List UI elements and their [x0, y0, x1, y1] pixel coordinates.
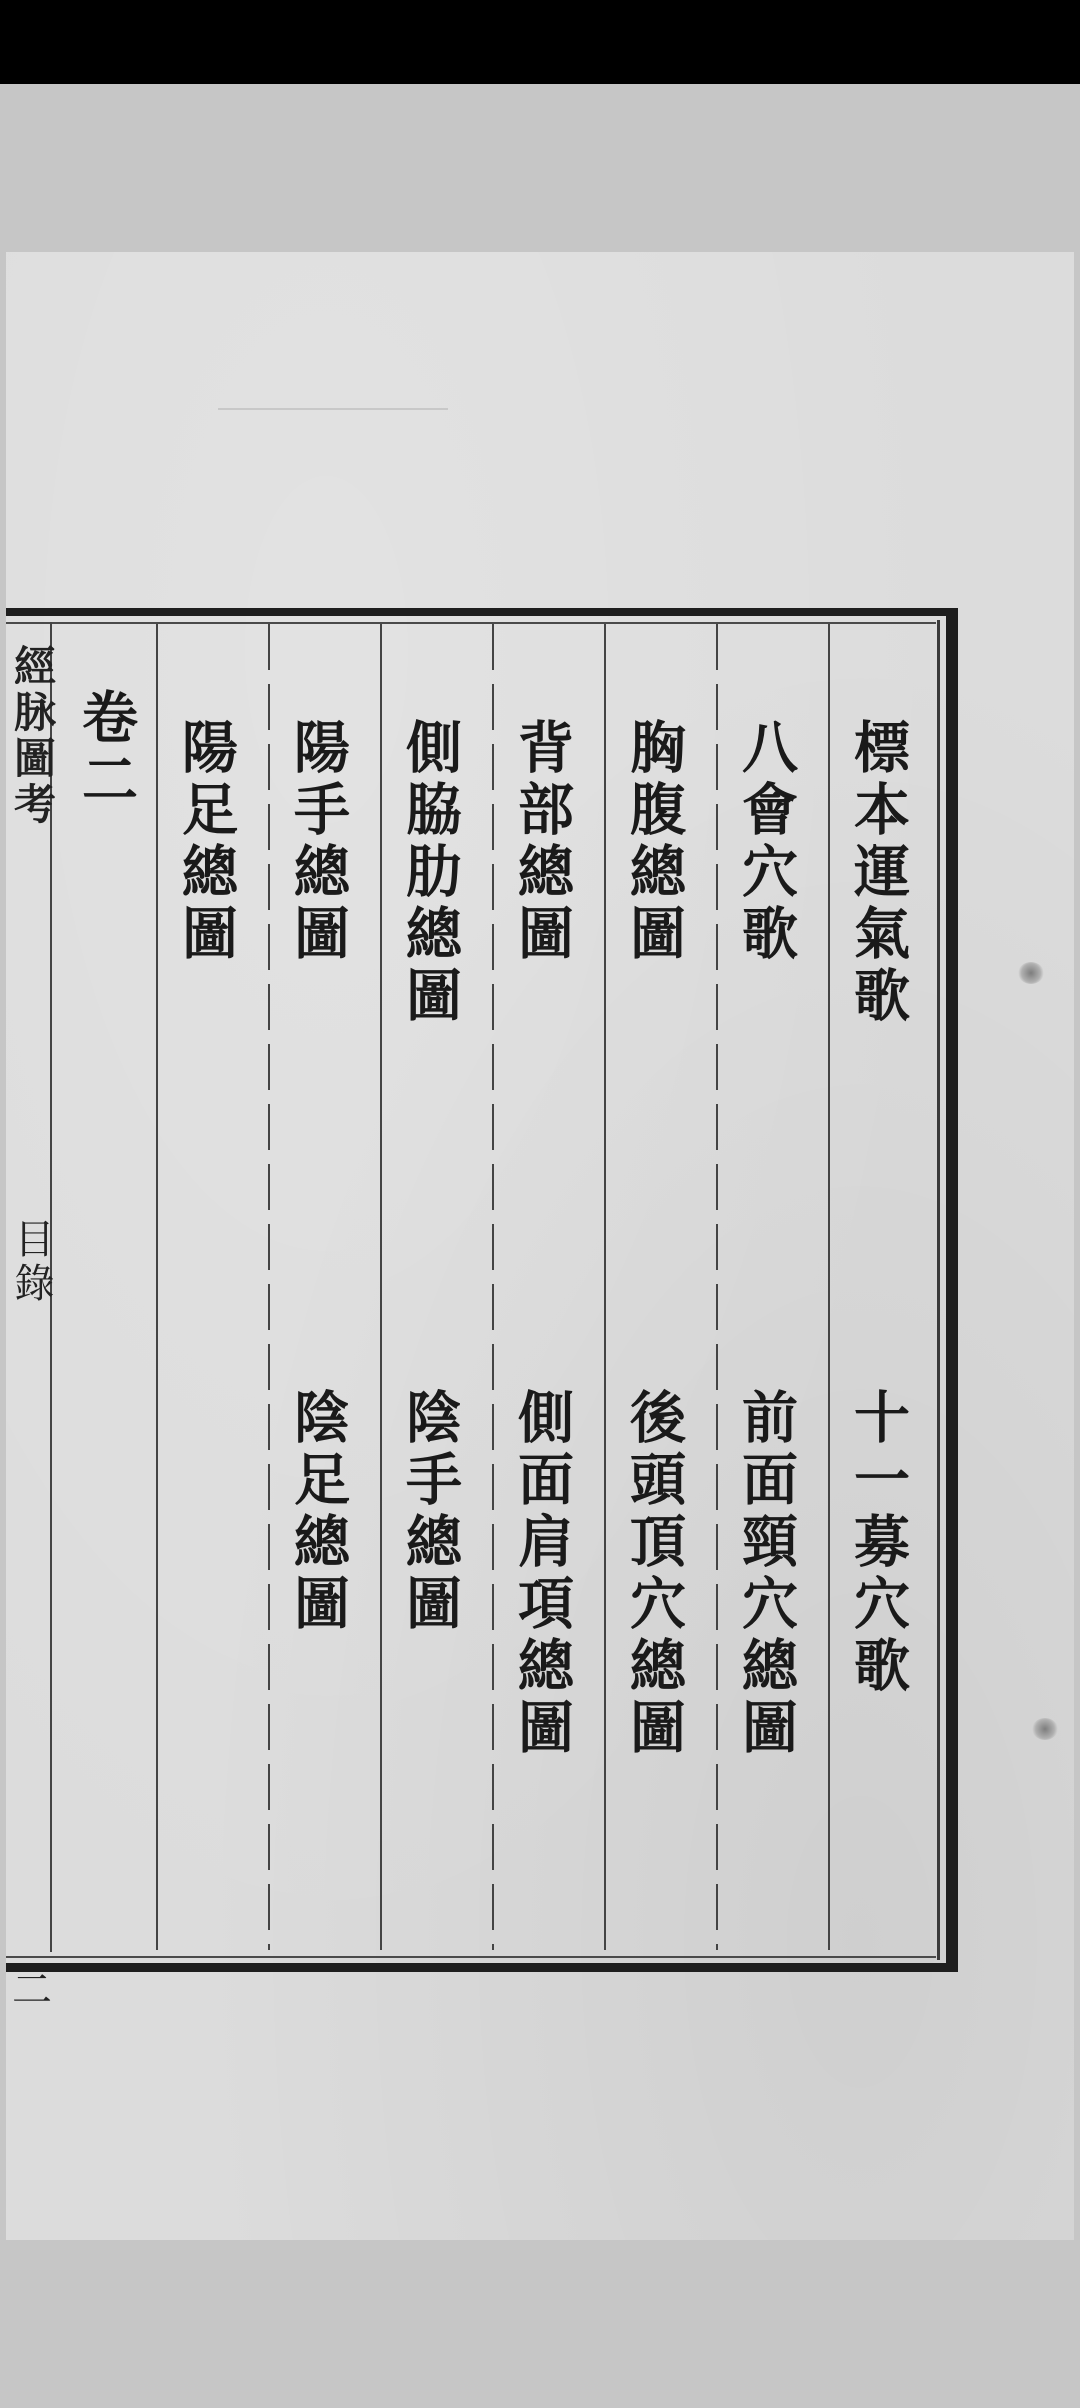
folio-strip	[6, 608, 57, 2013]
top-bar	[0, 0, 1080, 84]
toc-entry-5-bottom: 陰手總圖	[397, 1388, 463, 1636]
book-page	[6, 252, 1074, 2240]
toc-entry-7-top: 陽足總圖	[173, 718, 239, 966]
frame-right-inner-border	[937, 620, 940, 1960]
toc-entry-5-top: 側脇肋總圖	[397, 718, 463, 1028]
toc-entry-4-bottom: 側面肩項總圖	[509, 1388, 575, 1760]
toc-entry-6-bottom: 陰足總圖	[285, 1388, 351, 1636]
toc-entry-4-top: 背部總圖	[509, 718, 575, 966]
binding-hole-upper	[1018, 962, 1044, 984]
binding-hole-lower	[1032, 1718, 1058, 1740]
folio-title: 經脉圖考	[8, 644, 57, 828]
column-rule	[604, 624, 606, 1950]
toc-entry-1-top: 標本運氣歌	[845, 718, 911, 1028]
frame-bottom-border	[6, 1963, 958, 1972]
column-rule	[268, 624, 270, 1950]
folio-page-number: 二	[12, 1967, 52, 2013]
printed-frame	[6, 608, 958, 2013]
column-rule	[156, 624, 158, 1950]
column-rule	[492, 624, 494, 1950]
folio-section: 目錄	[8, 1218, 54, 1306]
column-rule	[716, 624, 718, 1950]
toc-entry-1-bottom: 十一募穴歌	[845, 1388, 911, 1698]
frame-right-border	[946, 608, 958, 1972]
frame-inner-bottom-rule	[6, 1956, 936, 1958]
toc-entry-2-top: 八會穴歌	[733, 718, 799, 966]
frame-inner-top-rule	[6, 622, 936, 624]
frame-top-border	[6, 608, 958, 616]
stain-line	[218, 408, 448, 410]
column-rule	[828, 624, 830, 1950]
toc-entry-6-top: 陽手總圖	[285, 718, 351, 966]
column-rule	[380, 624, 382, 1950]
toc-entry-2-bottom: 前面頸穴總圖	[733, 1388, 799, 1760]
toc-entry-3-top: 胸腹總圖	[621, 718, 687, 966]
volume-heading: 卷二	[73, 688, 139, 812]
toc-entry-3-bottom: 後頭頂穴總圖	[621, 1388, 687, 1760]
